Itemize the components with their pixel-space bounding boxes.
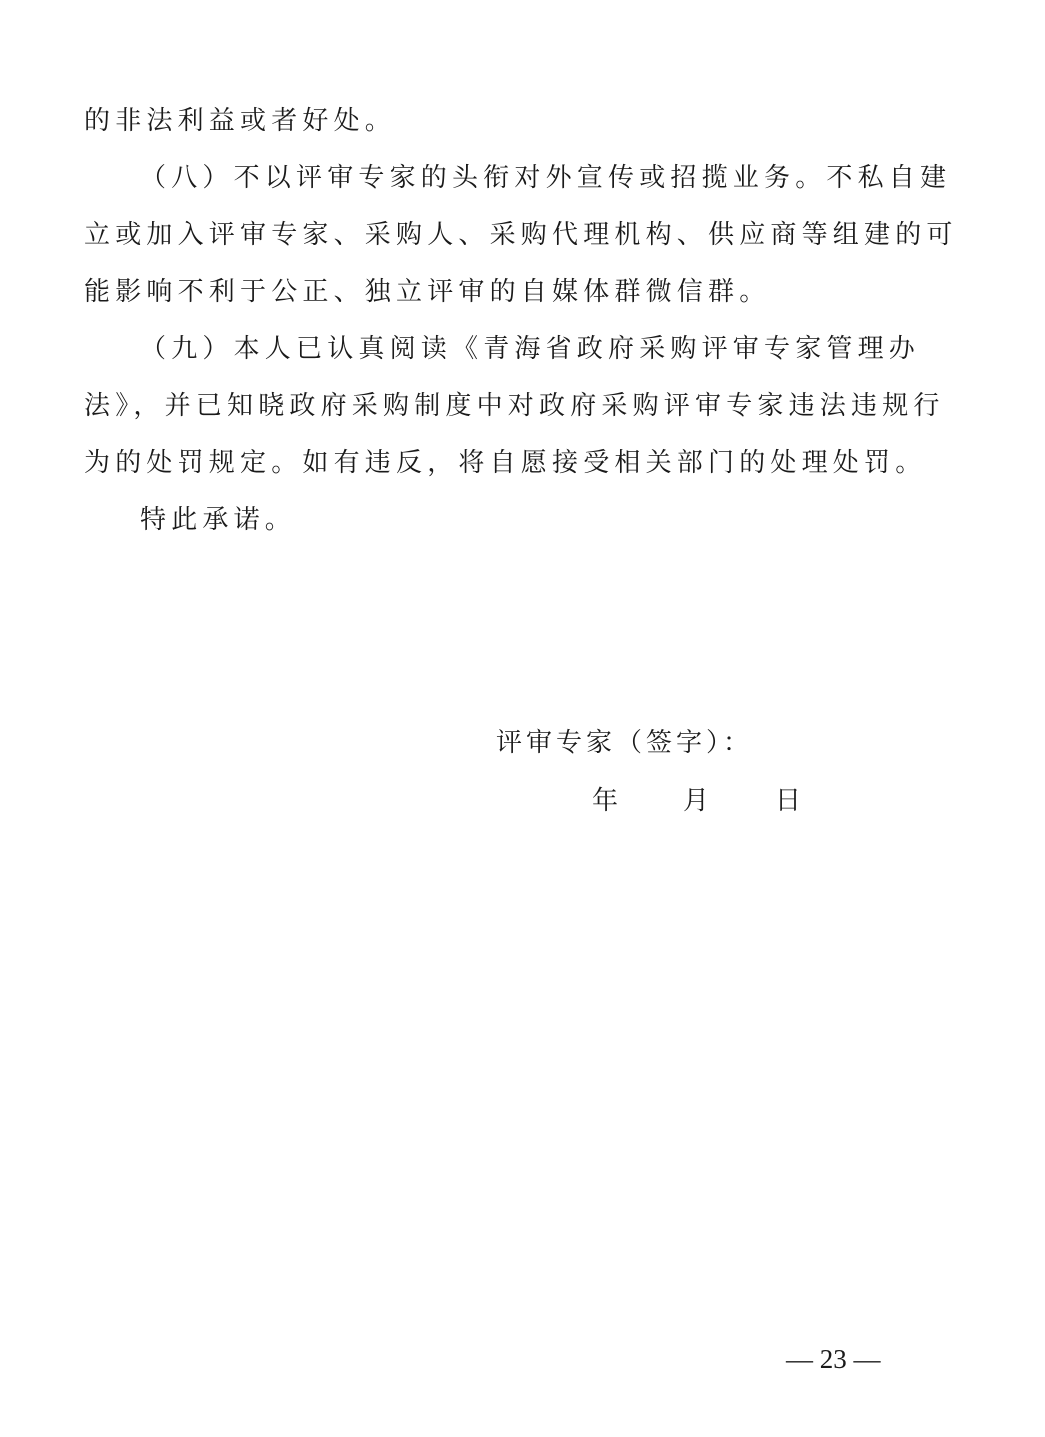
paragraph-line-3: 立或加入评审专家、采购人、采购代理机构、供应商等组建的可 [84,220,958,250]
paragraph-line-7: 为的处罚规定。如有违反，将自愿接受相关部门的处理处罚。 [84,448,927,478]
date-year-label: 年 [592,786,619,816]
date-day-label: 日 [775,786,802,816]
paragraph-line-2: （八）不以评审专家的头衔对外宣传或招揽业务。不私自建 [140,163,952,193]
signature-label: 评审专家（签字）： [496,728,754,758]
page-number: — 23 — [786,1344,881,1374]
date-month-label: 月 [683,786,710,816]
paragraph-line-4: 能影响不利于公正、独立评审的自媒体群微信群。 [84,277,771,307]
paragraph-line-1: 的非法利益或者好处。 [84,106,397,136]
paragraph-line-8: 特此承诺。 [140,505,297,535]
paragraph-line-6: 法》，并已知晓政府采购制度中对政府采购评审专家违法违规行 [84,391,945,421]
paragraph-line-5: （九）本人已认真阅读《青海省政府采购评审专家管理办 [140,334,921,364]
